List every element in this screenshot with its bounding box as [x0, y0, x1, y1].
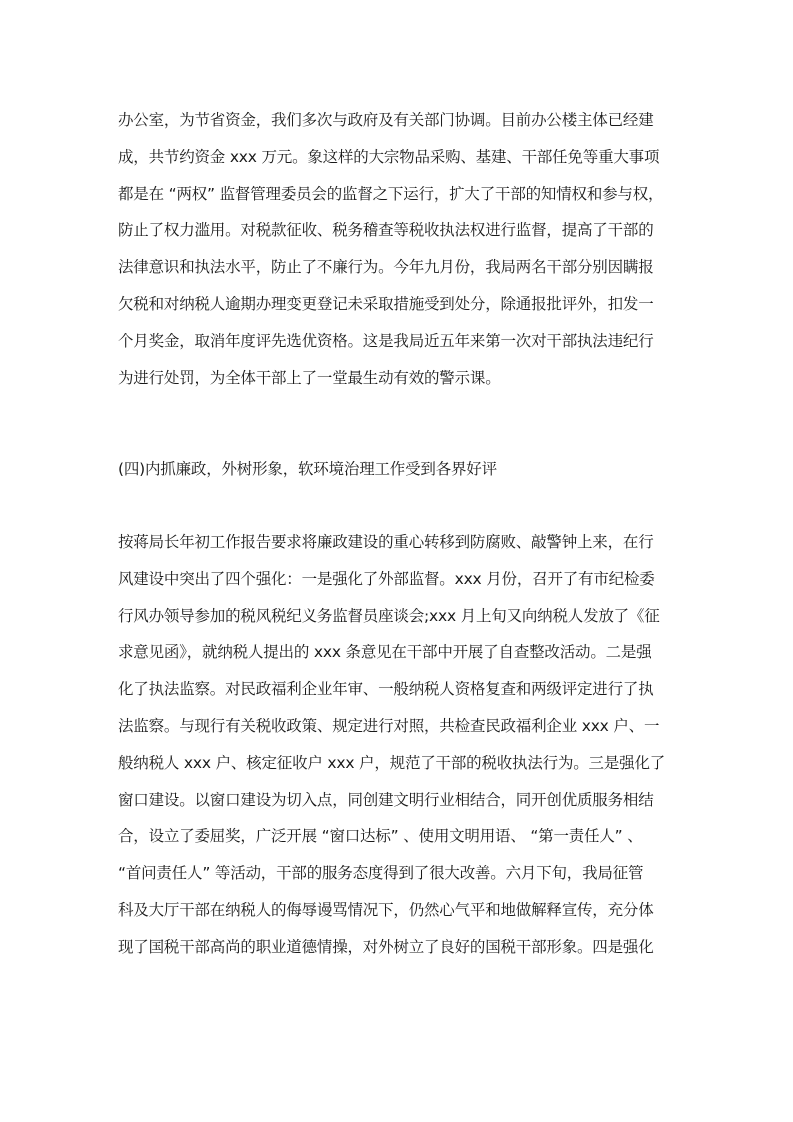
text-line: 科及大厅干部在纳税人的侮辱谩骂情况下，仍然心气平和地做解释宣传，充分体: [118, 900, 654, 919]
text-line: 为进行处罚，为全体干部上了一堂最生动有效的警示课。: [118, 368, 501, 387]
text-line: 合，设立了委屈奖，广泛开展 “窗口达标” 、使用文明用语、 “第一责任人” 、: [118, 827, 643, 846]
text-line: 行风办领导参加的税风税纪义务监督员座谈会;xxx 月上旬又向纳税人发放了《征: [118, 606, 660, 625]
text-line: 法监察。与现行有关税收政策、规定进行对照，共检查民政福利企业 xxx 户、一: [118, 716, 660, 735]
text-line: 欠税和对纳税人逾期办理变更登记未采取措施受到处分，除通报批评外，扣发一: [118, 294, 654, 313]
text-line: 个月奖金，取消年度评先选优资格。这是我局近五年来第一次对干部执法违纪行: [118, 331, 654, 350]
section-heading-text: (四)内抓廉政，外树形象，软环境治理工作受到各界好评: [118, 460, 497, 478]
text-line: 防止了权力滥用。对税款征收、税务稽查等税收执法权进行监督，提高了干部的: [118, 221, 654, 240]
text-line: 成，共节约资金 xxx 万元。象这样的大宗物品采购、基建、干部任免等重大事项: [118, 147, 660, 166]
section-heading: [118, 451, 678, 488]
text-line: 风建设中突出了四个强化：一是强化了外部监督。xxx 月份，召开了有市纪检委: [118, 569, 655, 588]
text-line: 办公室，为节省资金，我们多次与政府及有关部门协调。目前办公楼主体已经建: [118, 111, 654, 129]
paragraph-integrity-image: [118, 524, 678, 966]
text-line: 求意见函》，就纳税人提出的 xxx 条意见在干部中开展了自查整改活动。二是强: [118, 643, 652, 662]
text-line: 都是在 “两权” 监督管理委员会的监督之下运行，扩大了干部的知情权和参与权，: [118, 184, 664, 203]
text-line: 窗口建设。以窗口建设为切入点，同创建文明行业相结合，同开创优质服务相结: [118, 790, 654, 809]
text-line: 化了执法监察。对民政福利企业年审、一般纳税人资格复查和两级评定进行了执: [118, 680, 654, 699]
text-line: “首问责任人” 等活动，干部的服务态度得到了很大改善。六月下旬，我局征管: [118, 864, 644, 883]
text-line: 按蒋局长年初工作报告要求将廉政建设的重心转移到防腐败、敲警钟上来，在行: [118, 533, 654, 551]
paragraph-budget-oversight: [118, 102, 678, 396]
text-line: 现了国税干部高尚的职业道德情操，对外树立了良好的国税干部形象。四是强化: [118, 937, 654, 956]
text-line: 法律意识和执法水平，防止了不廉行为。今年九月份，我局两名干部分别因瞒报: [118, 258, 654, 277]
text-line: 般纳税人 xxx 户、核定征收户 xxx 户，规范了干部的税收执法行为。三是强化了: [118, 753, 666, 772]
